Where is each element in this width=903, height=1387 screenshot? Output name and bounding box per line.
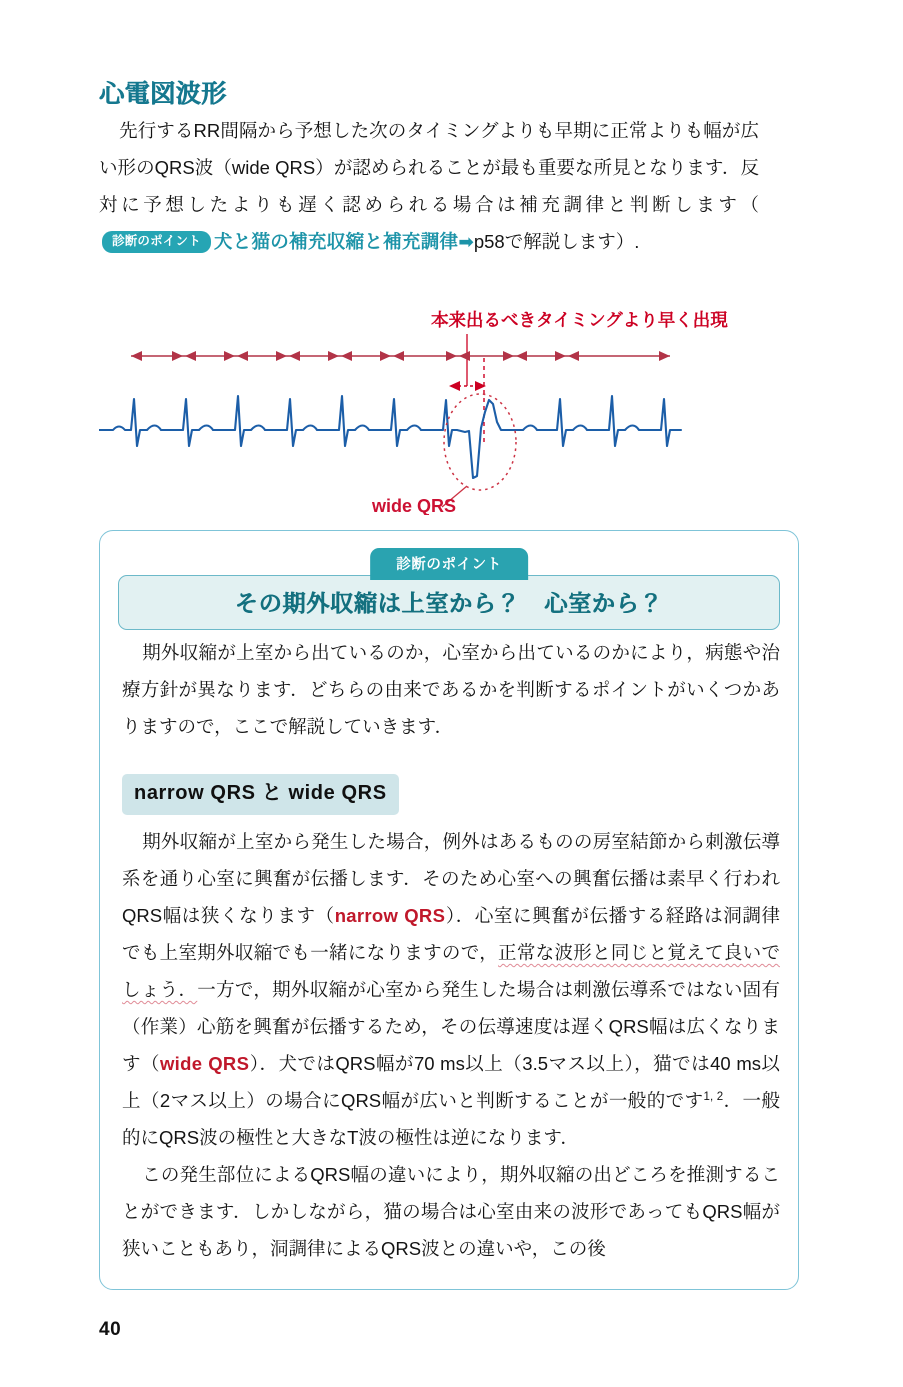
- figure-top-annotation-text: 本来出るべきタイミングより早く出現: [431, 310, 728, 330]
- sub-heading-wrap: [122, 774, 780, 817]
- arrow-right-icon: ➡: [458, 231, 474, 252]
- p2-segment-e: ．一般的にQRS波の極性と大きなT波の極性は逆になります．: [122, 1090, 780, 1148]
- callout-tab-label: 診断のポイント: [370, 548, 528, 580]
- p2-underlined-phrase: 正常な波形と同じと覚えて良いでしょう．: [122, 942, 780, 1000]
- ecg-figure-svg: [99, 300, 799, 515]
- p2-segment-b: ）．心室に興奮が伝播する経路は洞調律でも上室期外収縮でも一緒になりますので，: [122, 905, 780, 963]
- ecg-figure: [99, 300, 799, 515]
- page-number: 40: [99, 1319, 122, 1340]
- p2-segment-a: 期外収縮が上室から発生した場合，例外はあるものの房室結節から刺激伝導系を通り心室に興奮が伝播します．そのため心室への興奮伝播は素早く行われQRS幅は狭くなります（: [122, 831, 780, 926]
- term-wide-qrs: wide QRS: [159, 1053, 250, 1074]
- term-narrow-qrs: narrow QRS: [334, 905, 446, 926]
- cross-reference-link[interactable]: 犬と猫の補充収縮と補充調律: [213, 231, 459, 252]
- callout-paragraph-2: [122, 823, 780, 1156]
- intro-text-after-badge: p58で解説します）.: [473, 231, 640, 252]
- callout-body: [122, 634, 780, 1267]
- figure-bottom-annotation-text: wide QRS: [372, 496, 457, 515]
- intro-text-before-badge: 先行するRR間隔から予想した次のタイミングよりも早期に正常よりも幅が広い形のQRS波（wide QRS）が認められることが最も重要な所見となります．反対に予想したよりも遅く認められる場合は補充調律と判断します（: [99, 120, 759, 215]
- intro-paragraph-block: [99, 112, 759, 260]
- diagnostic-point-callout: [99, 530, 799, 1290]
- callout-paragraph-3: [122, 1156, 780, 1267]
- diagnostic-point-badge: 診断のポイント: [102, 231, 211, 253]
- section-heading: 心電図波形: [99, 80, 227, 108]
- p2-segment-c: 一方で，期外収縮が心室から発生した場合は刺激伝導系ではない固有（作業）心筋を興奮が伝播するため，その伝導速度は遅くQRS幅は広くなります（: [122, 979, 780, 1074]
- callout-paragraph-3-text: この発生部位によるQRS幅の違いにより，期外収縮の出どころを推測することができます．しかしながら，猫の場合は心室由来の波形であってもQRS幅が狭いこともあり，洞調律によるQRS波との違いや，この後: [122, 1164, 780, 1259]
- ecg-waveform-trace: [99, 396, 681, 478]
- paragraph-spacer: [122, 745, 780, 774]
- callout-paragraph-1: [122, 634, 780, 745]
- callout-paragraph-1-text: 期外収縮が上室から出ているのか，心室から出ているのかにより，病態や治療方針が異なります．どちらの由来であるかを判断するポイントがいくつかありますので，ここで解説していきます．: [122, 642, 780, 737]
- citation-reference: 1, 2: [703, 1090, 724, 1103]
- callout-title: その期外収縮は上室から？ 心室から？: [118, 575, 780, 630]
- intro-paragraph: [99, 112, 759, 260]
- sub-heading-narrow-wide-qrs: narrow QRS と wide QRS: [122, 774, 399, 815]
- p2-segment-d: ）．犬ではQRS幅が70 ms以上（3.5マス以上），猫では40 ms以上（2マス以上）の場合にQRS幅が広いと判断することが一般的です: [122, 1053, 780, 1111]
